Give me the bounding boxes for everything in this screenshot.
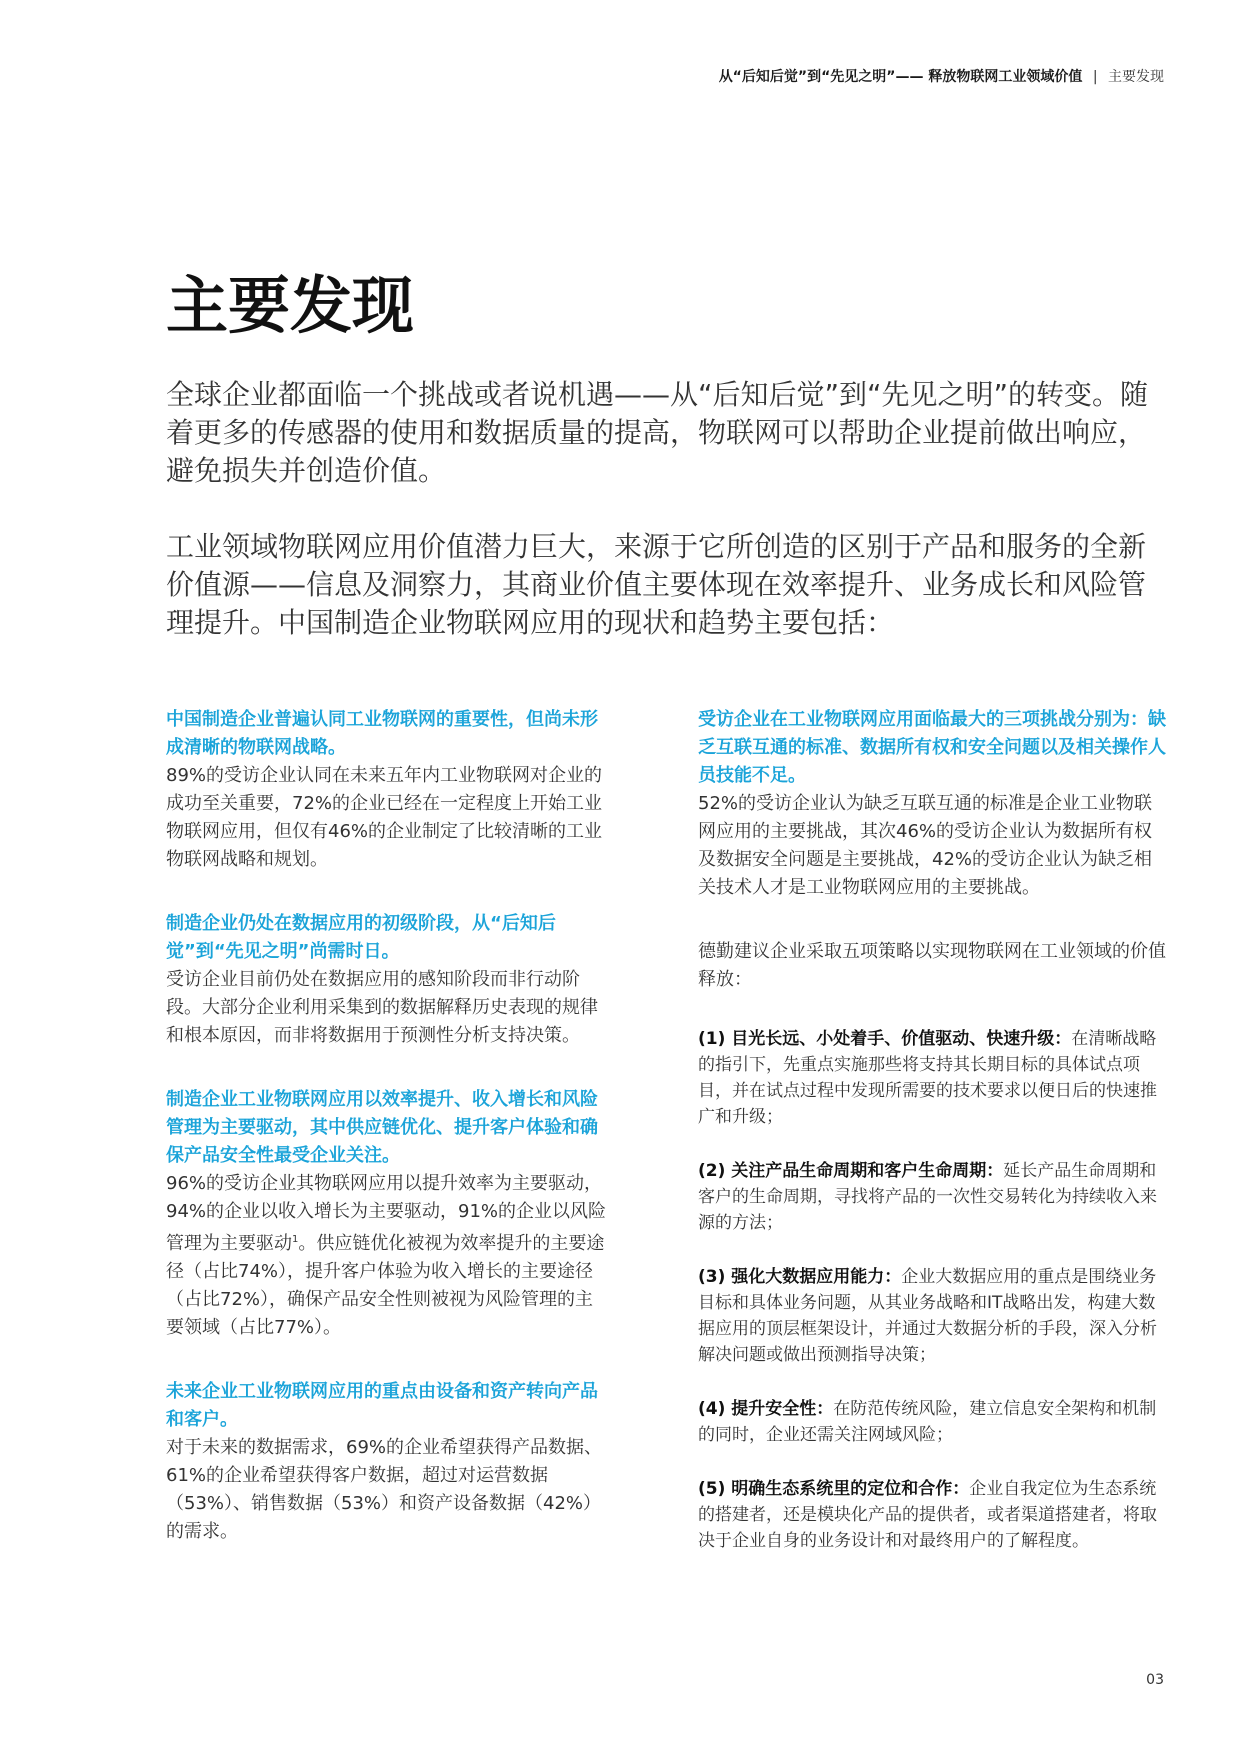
running-header	[719, 66, 1164, 86]
strategy-item	[698, 1158, 1168, 1236]
finding-title: 中国制造企业普遍认同工业物联网的重要性，但尚未形成清晰的物联网战略。	[166, 709, 598, 758]
strategy-text: 在清晰战略的指引下，先重点实施那些将支持其长期目标的具体试点项目，并在试点过程中发现所需要的技术要求以便日后的快速推广和升级；	[698, 1029, 1157, 1127]
strategy-item	[698, 1026, 1168, 1130]
finding-title: 未来企业工业物联网应用的重点由设备和资产转向产品和客户。	[166, 1381, 598, 1430]
strategy-lead: (5) 明确生态系统里的定位和合作：	[698, 1479, 970, 1499]
strategy-text: 企业大数据应用的重点是围绕业务目标和具体业务问题，从其业务战略和IT战略出发，构建大数据应用的顶层框架设计，并通过大数据分析的手段，深入分析解决问题或做出预测指导决策；	[698, 1267, 1157, 1365]
strategy-lead: (2) 关注产品生命周期和客户生命周期：	[698, 1161, 1004, 1181]
strategy-item	[698, 1264, 1168, 1368]
finding-body	[166, 1170, 608, 1342]
finding-title: 制造企业工业物联网应用以效率提升、收入增长和风险管理为主要驱动，其中供应链优化、提升客户体验和确保产品安全性最受企业关注。	[166, 1089, 598, 1166]
page-number: 03	[1146, 1672, 1164, 1688]
finding-body: 对于未来的数据需求，69%的企业希望获得产品数据、61%的企业希望获得客户数据，超过对运营数据（53%）、销售数据（53%）和资产设备数据（42%）的需求。	[166, 1437, 603, 1542]
header-separator: |	[1092, 69, 1098, 85]
intro-paragraph-1: 全球企业都面临一个挑战或者说机遇——从“后知后觉”到“先见之明”的转变。随着更多的传感器的使用和数据质量的提高，物联网可以帮助企业提前做出响应，避免损失并创造价值。	[166, 378, 1149, 487]
footnote-marker: 1	[292, 1234, 299, 1245]
intro-paragraph-2: 工业领域物联网应用价值潜力巨大，来源于它所创造的区别于产品和服务的全新价值源——信息及洞察力，其商业价值主要体现在效率提升、业务成长和风险管理提升。中国制造企业物联网应用的现状和趋势主要包括：	[166, 530, 1147, 639]
finding-block	[166, 1086, 608, 1342]
finding-body-part: 。供应链优化被视为效率提升的主要途径（占比74%），提升客户体验为收入增长的主要途径（占比72%），确保产品安全性则被视为风险管理的主要领域（占比77%）。	[166, 1233, 605, 1338]
challenge-title: 受访企业在工业物联网应用面临最大的三项挑战分别为：缺乏互联互通的标准、数据所有权和安全问题以及相关操作人员技能不足。	[698, 709, 1166, 786]
finding-block	[166, 910, 608, 1050]
strategy-lead: (1) 目光长远、小处着手、价值驱动、快速升级：	[698, 1029, 1072, 1049]
finding-body: 受访企业目前仍处在数据应用的感知阶段而非行动阶段。大部分企业利用采集到的数据解释历史表现的规律和根本原因，而非将数据用于预测性分析支持决策。	[166, 969, 598, 1046]
strategy-text: 延长产品生命周期和客户的生命周期，寻找将产品的一次性交易转化为持续收入来源的方法；	[698, 1161, 1157, 1233]
finding-block	[166, 1378, 608, 1546]
right-column	[698, 706, 1168, 1582]
strategy-text: 企业自我定位为生态系统的搭建者，还是模块化产品的提供者，或者渠道搭建者，将取决于企业自身的业务设计和对最终用户的了解程度。	[698, 1479, 1157, 1551]
finding-title: 制造企业仍处在数据应用的初级阶段，从“后知后觉”到“先见之明”尚需时日。	[166, 913, 556, 962]
challenge-body: 52%的受访企业认为缺乏互联互通的标准是企业工业物联网应用的主要挑战，其次46%的受访企业认为数据所有权及数据安全问题是主要挑战，42%的受访企业认为缺乏相关技术人才是工业物联网应用的主要挑战。	[698, 793, 1153, 898]
strategy-lead: (4) 提升安全性：	[698, 1399, 834, 1419]
strategy-text: 在防范传统风险，建立信息安全架构和机制的同时，企业还需关注网域风险；	[698, 1399, 1157, 1445]
strategies-intro: 德勤建议企业采取五项策略以实现物联网在工业领域的价值释放：	[698, 941, 1166, 990]
section-name: 主要发现	[1108, 69, 1164, 85]
left-column	[166, 706, 608, 1582]
strategy-item	[698, 1476, 1168, 1554]
challenge-block	[698, 706, 1168, 902]
finding-body: 89%的受访企业认同在未来五年内工业物联网对企业的成功至关重要，72%的企业已经在一定程度上开始工业物联网应用，但仅有46%的企业制定了比较清晰的工业物联网战略和规划。	[166, 765, 603, 870]
report-title: 从“后知后觉”到“先见之明”—— 释放物联网工业领域价值	[718, 69, 1083, 85]
finding-block	[166, 706, 608, 874]
strategy-item	[698, 1396, 1168, 1448]
page-title: 主要发现	[166, 269, 415, 342]
finding-body-part: 96%的受访企业其物联网应用以提升效率为主要驱动，94%的企业以收入增长为主要驱动，91%的企业以风险管理为主要驱动	[166, 1173, 607, 1254]
strategy-lead: (3) 强化大数据应用能力：	[698, 1267, 902, 1287]
